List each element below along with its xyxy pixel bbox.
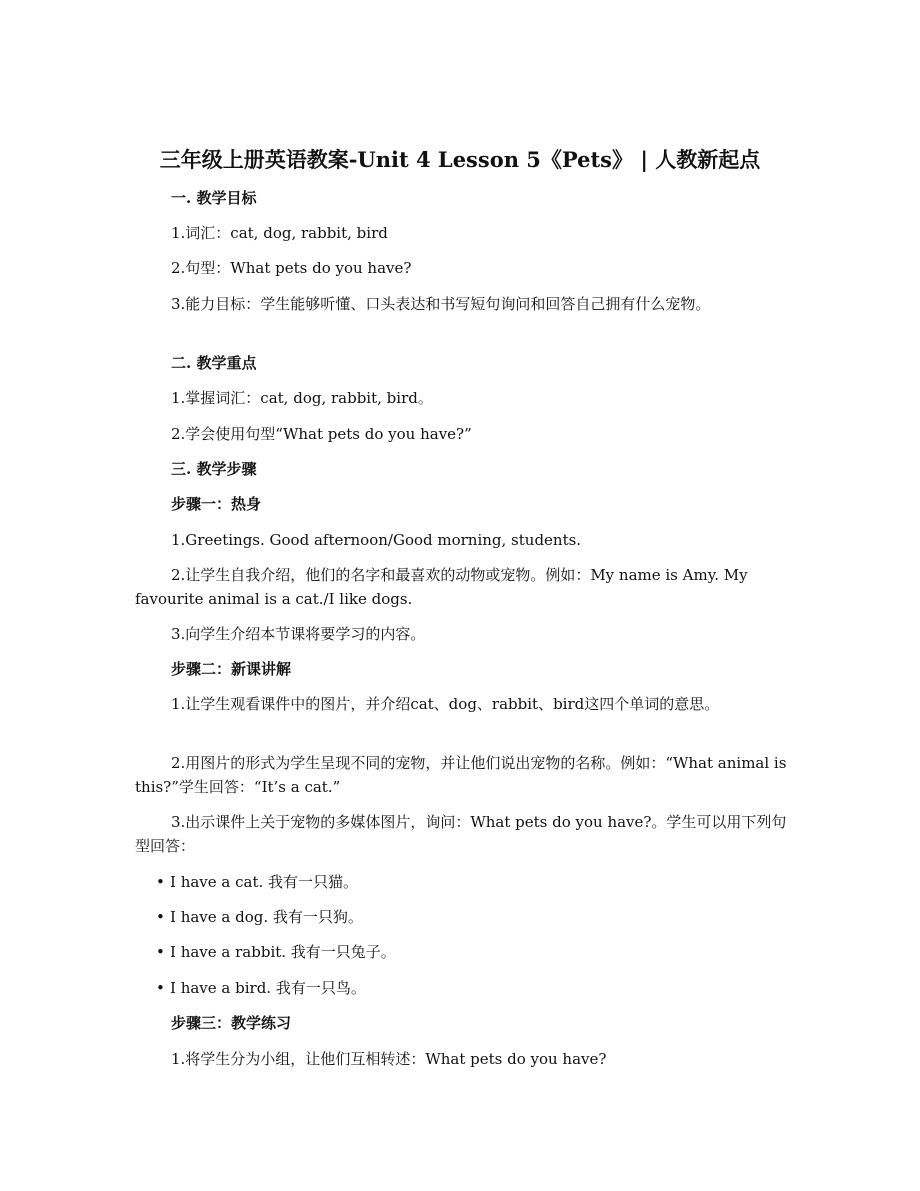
bullet-icon: • bbox=[156, 943, 165, 961]
step3-group-practice: 1.将学生分为小组，让他们互相转述：What pets do you have? bbox=[171, 1050, 607, 1068]
step3-heading: 步骤三：教学练习 bbox=[171, 1014, 292, 1032]
bullet-icon: • bbox=[156, 979, 165, 997]
list-item: • I have a rabbit. 我有一只兔子。 bbox=[170, 940, 770, 964]
list-item: • I have a dog. 我有一只狗。 bbox=[170, 905, 770, 929]
goal-ability: 3.能力目标：学生能够听懂、口头表达和书写短句询问和回答自己拥有什么宠物。 bbox=[171, 295, 711, 313]
step2-multimedia: 3.出示课件上关于宠物的多媒体图片，询问：What pets do you have?。学生可以用下列句型回答： bbox=[135, 813, 787, 855]
list-item: • I have a bird. 我有一只鸟。 bbox=[170, 976, 770, 1000]
step2-heading: 步骤二：新课讲解 bbox=[171, 660, 292, 678]
step1-greetings: 1.Greetings. Good afternoon/Good morning, students. bbox=[171, 531, 582, 549]
bullet-icon: • bbox=[156, 908, 165, 926]
focus-sentence: 2.学会使用句型“What pets do you have?” bbox=[171, 425, 472, 443]
bullet-icon: • bbox=[156, 873, 165, 891]
goal-vocabulary: 1.词汇：cat, dog, rabbit, bird bbox=[171, 224, 388, 242]
list-item: • I have a cat. 我有一只猫。 bbox=[170, 870, 770, 894]
step1-intro-content: 3.向学生介绍本节课将要学习的内容。 bbox=[171, 625, 426, 643]
document-title: 三年级上册英语教案-Unit 4 Lesson 5《Pets》 | 人教新起点 bbox=[159, 147, 761, 172]
focus-vocabulary: 1.掌握词汇：cat, dog, rabbit, bird。 bbox=[171, 389, 433, 407]
section-heading-steps: 三. 教学步骤 bbox=[171, 460, 257, 478]
goal-sentence-pattern: 2.句型：What pets do you have? bbox=[171, 259, 412, 277]
section-heading-focus: 二. 教学重点 bbox=[171, 354, 257, 372]
step2-name-pets: 2.用图片的形式为学生呈现不同的宠物，并让他们说出宠物的名称。例如：“What animal is this?”学生回答：“It’s a cat.” bbox=[135, 754, 787, 796]
step2-pictures: 1.让学生观看课件中的图片，并介绍cat、dog、rabbit、bird这四个单词的意思。 bbox=[171, 695, 720, 713]
step1-self-intro: 2.让学生自我介绍，他们的名字和最喜欢的动物或宠物。例如：My name is Amy. My favourite animal is a cat./I like dogs. bbox=[135, 566, 748, 608]
step1-heading: 步骤一：热身 bbox=[171, 495, 262, 513]
section-heading-goals: 一. 教学目标 bbox=[171, 189, 257, 207]
